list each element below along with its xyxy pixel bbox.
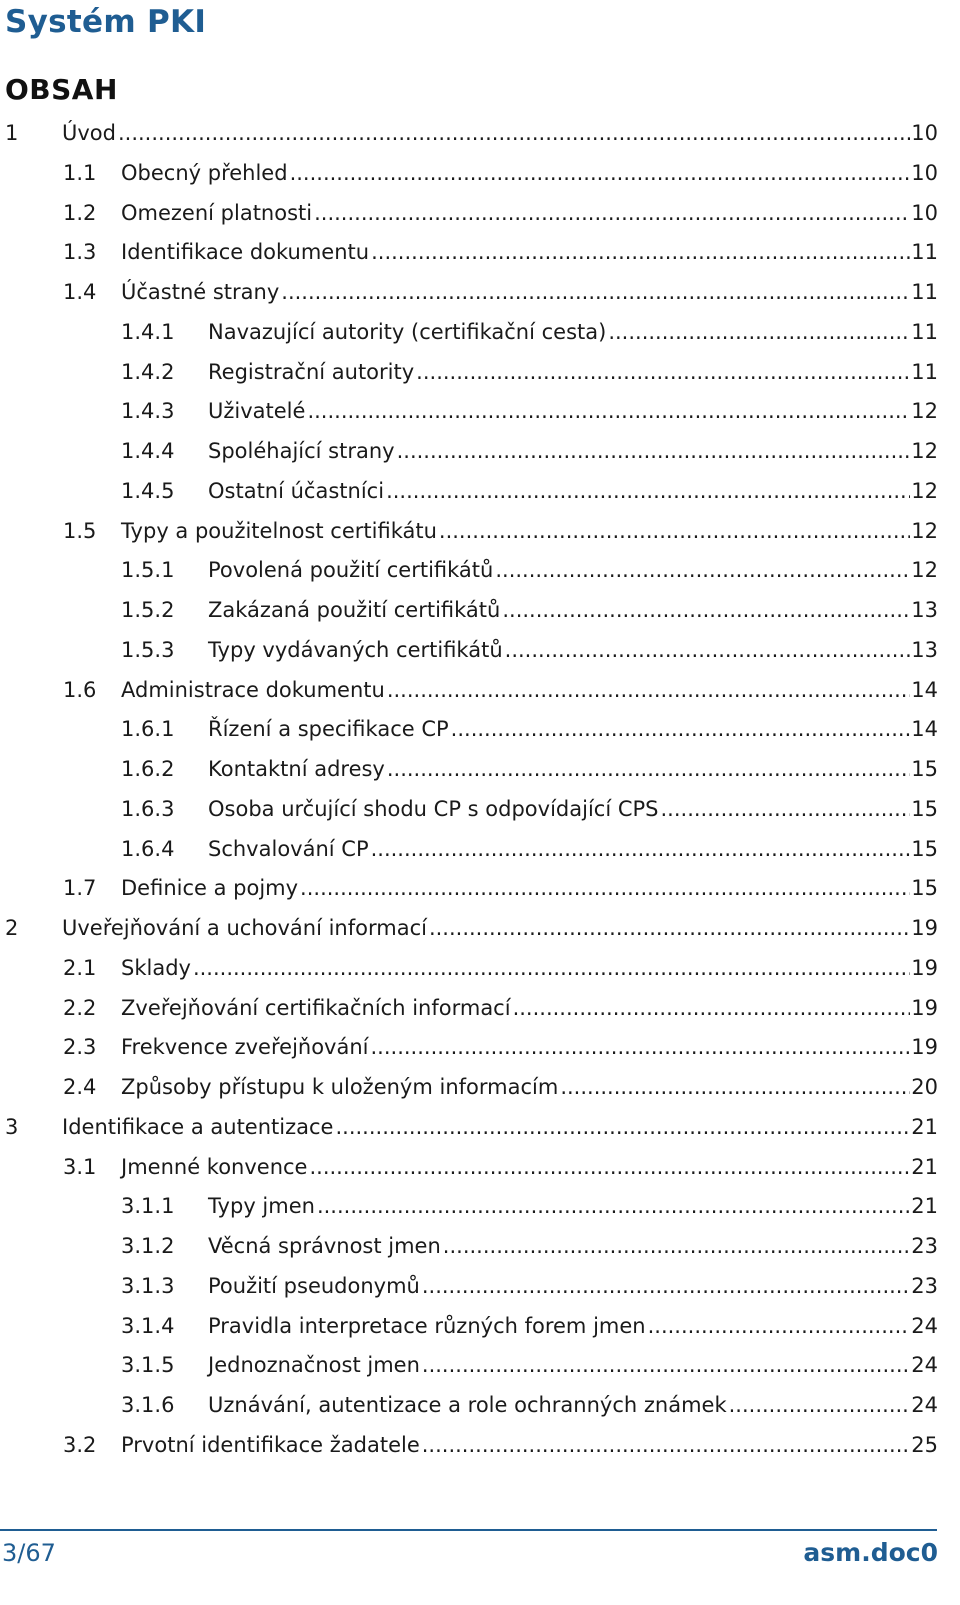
- toc-entry-title: Prvotní identifikace žadatele: [121, 1433, 420, 1457]
- toc-entry-page: 11: [911, 360, 938, 384]
- toc-entry-number: 3.2: [63, 1433, 97, 1457]
- toc-entry[interactable]: [63, 158, 938, 188]
- toc-entry-number: 2.1: [63, 956, 97, 980]
- toc-entry-title: Kontaktní adresy: [208, 757, 385, 781]
- toc-entry-title: Jmenné konvence: [121, 1155, 308, 1179]
- toc-entry-page: 11: [911, 280, 938, 304]
- toc-entry-number: 1.2: [63, 201, 97, 225]
- toc-entry-page: 15: [911, 876, 938, 900]
- toc-entry-title: Účastné strany: [121, 280, 280, 304]
- toc-entry-leader: [118, 118, 910, 148]
- toc-entry-title: Úvod: [62, 121, 116, 145]
- toc-entry[interactable]: [121, 436, 938, 466]
- toc-entry-page: 12: [911, 439, 938, 463]
- toc-entry-title: Zveřejňování certifikačních informací: [121, 996, 511, 1020]
- toc-entry-number: 3.1.6: [121, 1393, 175, 1417]
- toc-entry-leader: [505, 635, 911, 665]
- toc-entry-title: Osoba určující shodu CP s odpovídající CPS: [208, 797, 659, 821]
- toc-entry-page: 12: [911, 519, 938, 543]
- toc-entry-number: 3.1.5: [121, 1353, 175, 1377]
- toc-entry-number: 3: [5, 1115, 19, 1139]
- toc-entry[interactable]: [121, 834, 938, 864]
- toc-entry-leader: [300, 873, 910, 903]
- toc-entry-page: 23: [911, 1274, 938, 1298]
- toc-entry[interactable]: [121, 1350, 938, 1380]
- toc-entry[interactable]: [121, 357, 938, 387]
- toc-entry-page: 12: [911, 558, 938, 582]
- toc-entry-leader: [422, 1430, 911, 1460]
- toc-entry-number: 1.4.3: [121, 399, 175, 423]
- toc-entry-title: Identifikace dokumentu: [121, 240, 370, 264]
- toc-entry-title: Věcná správnost jmen: [208, 1234, 441, 1258]
- toc-entry-page: 15: [911, 837, 938, 861]
- toc-entry-leader: [371, 834, 911, 864]
- toc-entry-leader: [502, 595, 910, 625]
- toc-entry-page: 15: [911, 797, 938, 821]
- toc-entry-page: 11: [911, 240, 938, 264]
- toc-entry[interactable]: [121, 635, 938, 665]
- toc-entry-title: Způsoby přístupu k uloženým informacím: [121, 1075, 559, 1099]
- toc-entry-leader: [309, 1152, 910, 1182]
- toc-entry-number: 3.1.2: [121, 1234, 175, 1258]
- toc-entry-leader: [729, 1390, 911, 1420]
- toc-entry-leader: [397, 436, 911, 466]
- toc-entry-number: 1.6.4: [121, 837, 175, 861]
- toc-entry-number: 2.2: [63, 996, 97, 1020]
- toc-entry-title: Uznávání, autentizace a role ochranných známek: [208, 1393, 727, 1417]
- toc-entry[interactable]: [63, 277, 938, 307]
- toc-entry-page: 25: [911, 1433, 938, 1457]
- toc-entry-leader: [387, 675, 910, 705]
- toc-entry-leader: [371, 237, 910, 267]
- toc-entry-title: Uživatelé: [208, 399, 306, 423]
- toc-entry-page: 24: [911, 1353, 938, 1377]
- toc-entry[interactable]: [121, 1191, 938, 1221]
- toc-entry-title: Uveřejňování a uchování informací: [62, 916, 427, 940]
- toc-entry-title: Typy vydávaných certifikátů: [208, 638, 503, 662]
- toc-entry-number: 1: [5, 121, 19, 145]
- toc-entry-page: 10: [911, 161, 938, 185]
- toc-entry-page: 12: [911, 479, 938, 503]
- toc-entry-leader: [422, 1271, 910, 1301]
- toc-entry[interactable]: [63, 993, 938, 1023]
- toc-entry[interactable]: [121, 555, 938, 585]
- document-title: Systém PKI: [5, 4, 207, 40]
- toc-entry[interactable]: [121, 754, 938, 784]
- toc-entry[interactable]: [63, 1032, 938, 1062]
- toc-entry-title: Řízení a specifikace CP: [208, 717, 449, 741]
- toc-entry-title: Schvalování CP: [208, 837, 369, 861]
- toc-entry[interactable]: [63, 516, 938, 546]
- toc-entry-title: Jednoznačnost jmen: [208, 1353, 420, 1377]
- toc-entry-page: 21: [911, 1155, 938, 1179]
- toc-entry-title: Zakázaná použití certifikátů: [208, 598, 501, 622]
- toc-entry-leader: [560, 1072, 910, 1102]
- toc-entry-leader: [371, 1032, 911, 1062]
- toc-entry-leader: [416, 357, 910, 387]
- toc-entry-title: Registrační autority: [208, 360, 415, 384]
- toc-entry-number: 2.3: [63, 1035, 97, 1059]
- toc-entry[interactable]: [121, 794, 938, 824]
- toc-entry-leader: [513, 993, 911, 1023]
- toc-entry-page: 11: [911, 320, 938, 344]
- toc-entry[interactable]: [121, 396, 938, 426]
- toc-entry-title: Frekvence zveřejňování: [121, 1035, 369, 1059]
- toc-entry-page: 20: [911, 1075, 938, 1099]
- toc-entry[interactable]: [121, 476, 938, 506]
- toc-entry-leader: [193, 953, 910, 983]
- toc-entry-title: Ostatní účastníci: [208, 479, 385, 503]
- toc-entry-number: 1.5: [63, 519, 97, 543]
- toc-entry[interactable]: [121, 317, 938, 347]
- toc-entry-number: 3.1.3: [121, 1274, 175, 1298]
- toc-entry[interactable]: [5, 118, 938, 148]
- toc-entry[interactable]: [63, 675, 938, 705]
- toc-entry-page: 14: [911, 717, 938, 741]
- toc-entry-page: 13: [911, 598, 938, 622]
- toc-entry-title: Typy jmen: [208, 1194, 315, 1218]
- toc-entry-number: 3.1.1: [121, 1194, 175, 1218]
- toc-entry-number: 1.6.2: [121, 757, 175, 781]
- toc-entry-leader: [335, 1112, 910, 1142]
- toc-entry-title: Obecný přehled: [121, 161, 288, 185]
- toc-entry-title: Identifikace a autentizace: [62, 1115, 334, 1139]
- toc-entry-number: 2.4: [63, 1075, 97, 1099]
- toc-entry[interactable]: [63, 1430, 938, 1460]
- toc-entry[interactable]: [63, 1072, 938, 1102]
- toc-entry-leader: [314, 198, 910, 228]
- toc-entry[interactable]: [63, 873, 938, 903]
- toc-entry-number: 2: [5, 916, 19, 940]
- toc-entry-title: Použití pseudonymů: [208, 1274, 420, 1298]
- toc-entry-number: 1.5.2: [121, 598, 175, 622]
- toc-entry-leader: [439, 516, 910, 546]
- toc-entry-leader: [307, 396, 910, 426]
- toc-entry[interactable]: [63, 1152, 938, 1182]
- toc-entry-leader: [290, 158, 911, 188]
- toc-entry-page: 19: [911, 956, 938, 980]
- toc-entry-leader: [317, 1191, 910, 1221]
- toc-entry-page: 14: [911, 678, 938, 702]
- toc-entry[interactable]: [121, 1390, 938, 1420]
- toc-entry-leader: [648, 1311, 911, 1341]
- toc-entry-number: 1.6.3: [121, 797, 175, 821]
- toc-entry[interactable]: [5, 1112, 938, 1142]
- toc-entry-title: Pravidla interpretace různých forem jmen: [208, 1314, 646, 1338]
- toc-entry[interactable]: [5, 913, 938, 943]
- toc-entry-title: Typy a použitelnost certifikátu: [121, 519, 437, 543]
- toc-entry-page: 23: [911, 1234, 938, 1258]
- toc-entry-number: 1.4.2: [121, 360, 175, 384]
- toc-entry-number: 1.5.3: [121, 638, 175, 662]
- toc-entry-leader: [495, 555, 910, 585]
- toc-entry-page: 19: [911, 916, 938, 940]
- toc-entry[interactable]: [121, 595, 938, 625]
- toc-entry-number: 1.5.1: [121, 558, 175, 582]
- toc-entry-number: 3.1: [63, 1155, 97, 1179]
- toc-entry-title: Spoléhající strany: [208, 439, 395, 463]
- toc-entry-page: 19: [911, 996, 938, 1020]
- toc-entry-number: 1.6.1: [121, 717, 175, 741]
- toc-entry-number: 1.4.5: [121, 479, 175, 503]
- footer-file-name: asm.doc0: [803, 1538, 938, 1567]
- toc-entry-leader: [422, 1350, 910, 1380]
- toc-entry-page: 10: [911, 121, 938, 145]
- toc-entry-page: 21: [911, 1194, 938, 1218]
- toc-entry-page: 15: [911, 757, 938, 781]
- toc-entry[interactable]: [121, 1311, 938, 1341]
- toc-entry-title: Navazující autority (certifikační cesta): [208, 320, 607, 344]
- toc-entry-page: 19: [911, 1035, 938, 1059]
- toc-entry-leader: [387, 754, 910, 784]
- toc-entry-title: Omezení platnosti: [121, 201, 313, 225]
- toc-entry-page: 12: [911, 399, 938, 423]
- toc-entry-page: 24: [911, 1393, 938, 1417]
- toc-entry[interactable]: [63, 237, 938, 267]
- toc-entry-leader: [386, 476, 910, 506]
- toc-entry-number: 1.4.4: [121, 439, 175, 463]
- toc-entry[interactable]: [63, 953, 938, 983]
- toc-entry-number: 1.6: [63, 678, 97, 702]
- toc-entry-title: Definice a pojmy: [121, 876, 299, 900]
- toc-entry-page: 24: [911, 1314, 938, 1338]
- toc-entry-number: 1.4.1: [121, 320, 175, 344]
- toc-entry-title: Povolená použití certifikátů: [208, 558, 494, 582]
- toc-entry-number: 1.1: [63, 161, 97, 185]
- toc-entry-leader: [451, 714, 911, 744]
- toc-entry-title: Sklady: [121, 956, 191, 980]
- footer-page-number: 3/67: [2, 1539, 56, 1567]
- toc-entry-number: 1.3: [63, 240, 97, 264]
- toc-entry-title: Administrace dokumentu: [121, 678, 385, 702]
- toc-entry-number: 1.4: [63, 280, 97, 304]
- toc-entry-leader: [443, 1231, 910, 1261]
- toc-entry-page: 21: [911, 1115, 938, 1139]
- toc-entry-page: 13: [911, 638, 938, 662]
- toc-entry-page: 10: [911, 201, 938, 225]
- toc-entry-leader: [661, 794, 911, 824]
- toc-entry-number: 3.1.4: [121, 1314, 175, 1338]
- toc-entry-leader: [608, 317, 910, 347]
- toc-entry[interactable]: [121, 1231, 938, 1261]
- toc-entry[interactable]: [63, 198, 938, 228]
- toc-entry-leader: [429, 913, 910, 943]
- toc-entry[interactable]: [121, 714, 938, 744]
- toc-entry-leader: [281, 277, 910, 307]
- toc-entry[interactable]: [121, 1271, 938, 1301]
- toc-entry-number: 1.7: [63, 876, 97, 900]
- toc-heading: OBSAH: [5, 73, 118, 106]
- footer-divider: [0, 1529, 937, 1531]
